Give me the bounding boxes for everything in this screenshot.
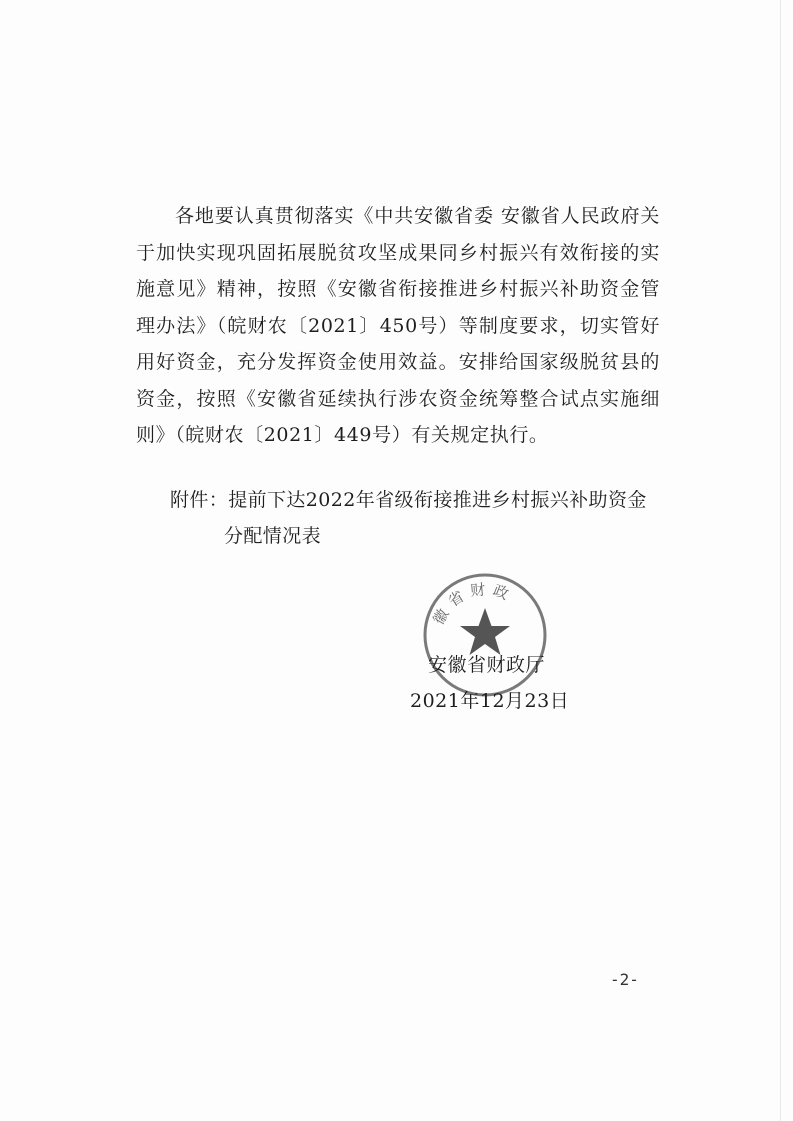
attachment-first-line: [170, 482, 650, 518]
signer-name: 安徽省财政厅: [428, 654, 546, 676]
signing-date: 2021年12月23日: [410, 690, 570, 712]
page-edge: [780, 0, 781, 1121]
seal-star-icon: [460, 608, 510, 655]
attachment-title: 提前下达2022年省级衔接推进乡村振兴补助资金: [228, 489, 647, 511]
page-number: -2-: [610, 970, 639, 989]
body-paragraph: 各地要认真贯彻落实《中共安徽省委 安徽省人民政府关于加快实现巩固拓展脱贫攻坚成果同乡村振兴有效衔接的实施意见》精神，按照《安徽省衔接推进乡村振兴补助资金管理办法》（皖财农〔2021〕450号）等制度要求，切实管好用好资金，充分发挥资金使用效益。安排给国家级脱贫县的资金，按照《安徽省延续执行涉农资金统筹整合试点实施细则》（皖财农〔2021〕449号）有关规定执行。: [136, 205, 660, 446]
attachment-note: [170, 482, 650, 554]
attachment-title-continued: 分配情况表: [224, 525, 322, 547]
official-seal: [420, 570, 550, 700]
seal-text: 徽省财政: [429, 579, 517, 628]
attachment-label: 附件：: [170, 489, 229, 511]
